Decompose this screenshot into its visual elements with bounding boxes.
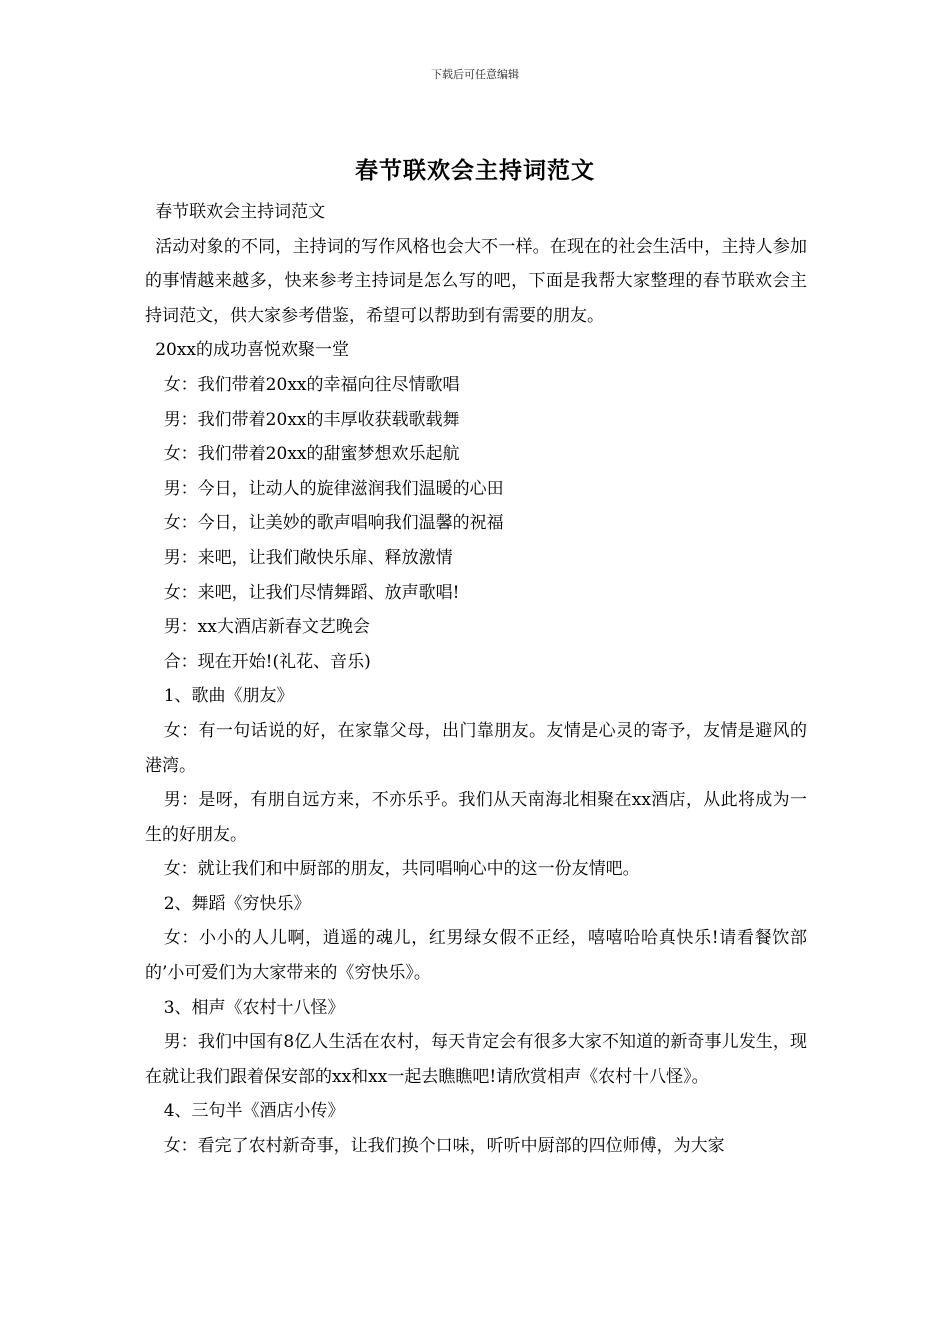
dialog-paragraph: 女：小小的人儿啊，逍遥的魂儿，红男绿女假不正经，嘻嘻哈哈真快乐!请看餐饮部的’小可爱们为大家带来的《穷快乐》。: [145, 928, 807, 984]
dialog-paragraph: 女：有一句话说的好，在家靠父母，出门靠朋友。友情是心灵的寄予，友情是避风的港湾。: [145, 720, 807, 776]
document-title: 春节联欢会主持词范文: [355, 157, 595, 184]
dialog-line: 女：来吧，让我们尽情舞蹈、放声歌唱!: [163, 582, 460, 603]
dialog-line: 女：今日，让美妙的歌声唱响我们温馨的祝福: [163, 513, 504, 534]
dialog-paragraph: 男：我们中国有8亿人生活在农村，每天肯定会有很多大家不知道的新奇事儿发生，现在就让我们跟着保安部的xx和xx一起去瞧瞧吧!请欣赏相声《农村十八怪》。: [145, 1032, 807, 1087]
document-body: [145, 195, 807, 1164]
paragraph-intro: 活动对象的不同，主持词的写作风格也会大不一样。在现在的社会生活中，主持人参加的事情越来越多，快来参考主持词是怎么写的吧，下面是我帮大家整理的春节联欢会主持词范文，供大家参考借鉴，希望可以帮助到有需要的朋友。: [145, 236, 807, 326]
dialog-line: 男：来吧，让我们敞快乐扉、释放激情: [163, 547, 453, 568]
dialog-line: 男：我们带着20xx的丰厚收获载歌载舞: [163, 409, 460, 430]
program-item-heading: 3、相声《农村十八怪》: [163, 997, 345, 1018]
program-item-heading: 1、歌曲《朋友》: [163, 686, 294, 707]
dialog-paragraph: 女：看完了农村新奇事，让我们换个口味，听听中厨部的四位师傅，为大家: [163, 1136, 725, 1157]
dialog-line: 女：我们带着20xx的幸福向往尽情歌唱: [163, 374, 460, 395]
paragraph-opening-line: 20xx的成功喜悦欢聚一堂: [155, 340, 349, 361]
dialog-line: 女：我们带着20xx的甜蜜梦想欢乐起航: [163, 444, 460, 465]
paragraph-subtitle: 春节联欢会主持词范文: [155, 202, 326, 222]
program-item-heading: 4、三句半《酒店小传》: [163, 1101, 345, 1122]
header-note: 下载后可任意编辑: [431, 68, 519, 81]
dialog-paragraph: 男：是呀，有朋自远方来，不亦乐乎。我们从天南海北相聚在xx酒店，从此将成为一生的好朋友。: [145, 790, 807, 845]
dialog-line: 女：就让我们和中厨部的朋友，共同唱响心中的这一份友情吧。: [163, 859, 640, 880]
program-item-heading: 2、舞蹈《穷快乐》: [163, 893, 311, 914]
dialog-line: 男：今日，让动人的旋律滋润我们温暖的心田: [163, 478, 504, 499]
dialog-line: 男：xx大酒店新春文艺晚会: [163, 617, 370, 638]
dialog-line: 合：现在开始!(礼花、音乐): [163, 651, 371, 672]
